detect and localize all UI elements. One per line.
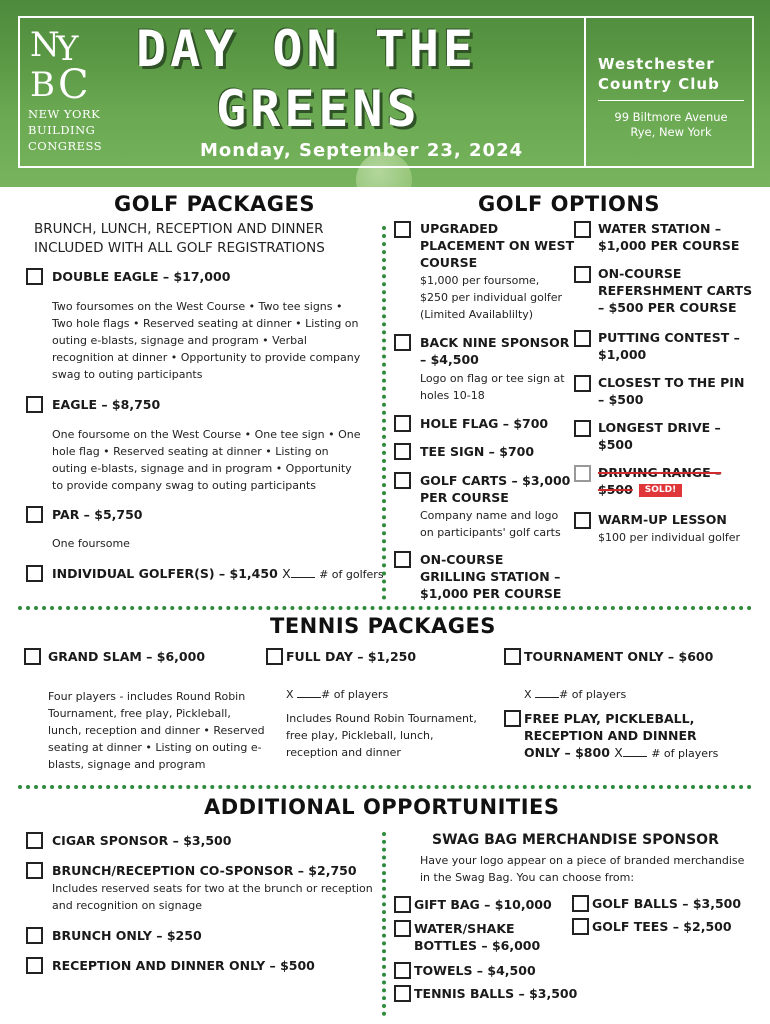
upgraded-line3: COURSE — [420, 255, 478, 270]
longest-drive-line2: $500 — [598, 437, 633, 452]
section-divider-additional — [18, 785, 752, 789]
swag-bag-desc — [420, 852, 744, 886]
gift-bag-label: GIFT BAG – $10,000 — [414, 897, 552, 912]
towels-label: TOWELS – $4,500 — [414, 963, 536, 978]
hole-flag-checkbox[interactable] — [394, 415, 411, 432]
water-shake-label — [414, 920, 540, 954]
upgraded-line2: PLACEMENT ON WEST — [420, 238, 575, 253]
back-nine-checkbox[interactable] — [394, 334, 411, 351]
back-nine-desc — [420, 370, 565, 404]
par-checkbox[interactable] — [26, 506, 43, 523]
upgraded-desc1: $1,000 per foursome, — [420, 274, 540, 287]
section-divider-tennis — [18, 606, 752, 610]
golf-divider-vertical — [382, 226, 386, 600]
water-shake-checkbox[interactable] — [394, 920, 411, 937]
individual-golfer-label: INDIVIDUAL GOLFER(S) – $1,450 — [52, 566, 278, 581]
additional-title: ADDITIONAL OPPORTUNITIES — [204, 795, 560, 819]
golf-carts-label — [420, 472, 570, 506]
refreshment-line3: – $500 PER COURSE — [598, 300, 737, 315]
free-play-line1: FREE PLAY, PICKLEBALL, — [524, 711, 695, 726]
back-nine-desc2: holes 10-18 — [420, 389, 485, 402]
individual-golfer-row — [52, 565, 384, 583]
eagle-checkbox[interactable] — [26, 396, 43, 413]
closest-pin-label — [598, 374, 744, 408]
venue-name-line2: Country Club — [598, 75, 720, 93]
reception-dinner-label: RECEPTION AND DINNER ONLY – $500 — [52, 958, 315, 973]
refreshment-line2: REFERSHMENT CARTS — [598, 283, 753, 298]
golf-carts-line2: PER COURSE — [420, 490, 509, 505]
longest-drive-checkbox[interactable] — [574, 420, 591, 437]
hole-flag-label: HOLE FLAG – $700 — [420, 416, 549, 431]
longest-drive-line1: LONGEST DRIVE – — [598, 420, 721, 435]
refreshment-carts-checkbox[interactable] — [574, 266, 591, 283]
golf-packages-intro — [34, 220, 325, 258]
tournament-players-suffix: # of players — [559, 688, 627, 701]
golf-balls-checkbox[interactable] — [572, 895, 589, 912]
grilling-station-label — [420, 551, 561, 602]
water-station-checkbox[interactable] — [574, 221, 591, 238]
individual-golfer-checkbox[interactable] — [26, 565, 43, 582]
free-play-checkbox[interactable] — [504, 710, 521, 727]
double-eagle-label: DOUBLE EAGLE – $17,000 — [52, 269, 231, 284]
individual-golfer-suffix: # of golfers — [319, 568, 384, 581]
full-day-desc: Includes Round Robin Tournament, free play, Pickleball, lunch, reception and dinner — [286, 712, 477, 759]
logo-line: BUILDING — [28, 123, 96, 137]
swag-bag-title: SWAG BAG MERCHANDISE SPONSOR — [432, 832, 719, 848]
refreshment-line1: ON-COURSE — [598, 266, 682, 281]
brunch-desc1: Includes reserved seats for two at the brunch or reception — [52, 882, 373, 895]
address-line1: 99 Biltmore Avenue — [614, 110, 728, 124]
free-play-line2: RECEPTION AND DINNER — [524, 728, 697, 743]
event-title-line1: DAY ON THE — [136, 20, 478, 78]
upgraded-desc3: (Limited Availablilty) — [420, 308, 534, 321]
golf-carts-desc2: on participants' golf carts — [420, 526, 561, 539]
putting-line1: PUTTING CONTEST – — [598, 330, 740, 345]
water-station-line1: WATER STATION – — [598, 221, 722, 236]
upgraded-placement-checkbox[interactable] — [394, 221, 411, 238]
logo-wordmark — [28, 106, 102, 154]
water-station-label — [598, 220, 739, 254]
event-header — [0, 0, 770, 187]
svg-text:C: C — [58, 62, 89, 102]
svg-text:Y: Y — [56, 29, 79, 69]
tournament-only-label: TOURNAMENT ONLY – $600 — [524, 649, 714, 664]
golf-balls-label: GOLF BALLS – $3,500 — [592, 896, 742, 911]
tennis-packages-title: TENNIS PACKAGES — [270, 614, 496, 638]
double-eagle-desc: Two foursomes on the West Course • Two tee signs • Two hole flags • Reserved seating at dinner • Listing on outing e-blasts, signage and program • Verbal recognition at dinner • Opportunity to provide company swag to outing participants — [52, 300, 361, 381]
golf-carts-desc — [420, 507, 561, 541]
par-label: PAR – $5,750 — [52, 507, 143, 522]
upgraded-placement-label — [420, 220, 574, 271]
venue-divider — [598, 100, 744, 101]
grand-slam-desc: Four players - includes Round Robin Tournament, free play, Pickleball, lunch, reception and dinner • Reserved seating at dinner • Listing on outing e-blasts, signage and program — [48, 690, 265, 771]
warm-up-lesson-desc: $100 per individual golfer — [598, 531, 741, 544]
water-station-line2: $1,000 PER COURSE — [598, 238, 740, 253]
grilling-line2: GRILLING STATION – — [420, 569, 561, 584]
towels-checkbox[interactable] — [394, 962, 411, 979]
venue-box — [584, 18, 754, 166]
back-nine-line1: BACK NINE SPONSOR — [420, 335, 570, 350]
grilling-station-checkbox[interactable] — [394, 551, 411, 568]
address-line2: Rye, New York — [630, 125, 712, 139]
brunch-reception-desc — [52, 880, 373, 914]
tournament-count-field[interactable] — [535, 687, 559, 698]
cigar-sponsor-checkbox[interactable] — [26, 832, 43, 849]
warm-up-lesson-checkbox[interactable] — [574, 512, 591, 529]
closest-pin-line2: – $500 — [598, 392, 644, 407]
golf-options-title: GOLF OPTIONS — [478, 192, 661, 216]
brunch-reception-label: BRUNCH/RECEPTION CO-SPONSOR – $2,750 — [52, 863, 357, 878]
golf-carts-checkbox[interactable] — [394, 472, 411, 489]
intro-line1: BRUNCH, LUNCH, RECEPTION AND DINNER — [34, 221, 324, 237]
venue-name — [598, 54, 720, 94]
svg-text:B: B — [30, 65, 55, 102]
back-nine-label — [420, 334, 569, 368]
event-title-line2: GREENS — [216, 80, 421, 138]
back-nine-line2: – $4,500 — [420, 352, 479, 367]
full-day-count-field[interactable] — [297, 687, 321, 698]
eagle-desc: One foursome on the West Course • One tee sign • One hole flag • Reserved seating at dinner • Listing on outing e-blasts, signage and in program • Opportunity to provide company swag to outing participants — [52, 428, 361, 492]
driving-range-label — [598, 464, 721, 498]
warm-up-lesson-label: WARM-UP LESSON — [598, 512, 727, 527]
cigar-sponsor-label: CIGAR SPONSOR – $3,500 — [52, 833, 232, 848]
driving-range-line2: $500 — [598, 482, 633, 497]
tournament-x: X — [524, 688, 532, 701]
venue-name-line1: Westchester — [598, 55, 715, 73]
tournament-only-checkbox[interactable] — [504, 648, 521, 665]
upgraded-line1: UPGRADED — [420, 221, 499, 236]
golf-carts-line1: GOLF CARTS – $3,000 — [420, 473, 571, 488]
free-play-label — [524, 710, 718, 762]
swag-desc2: in the Swag Bag. You can choose from: — [420, 871, 635, 884]
free-play-players-suffix: # of players — [651, 747, 719, 760]
driving-range-checkbox — [574, 465, 591, 482]
grilling-line3: $1,000 PER COURSE — [420, 586, 562, 601]
golf-carts-desc1: Company name and logo — [420, 509, 559, 522]
grand-slam-checkbox[interactable] — [24, 648, 41, 665]
swag-desc1: Have your logo appear on a piece of branded merchandise — [420, 854, 745, 867]
free-play-line3: ONLY – $800 — [524, 745, 610, 760]
full-day-players — [286, 686, 388, 703]
full-day-x: X — [286, 688, 294, 701]
svg-text:N: N — [30, 25, 60, 65]
golfer-count-field[interactable] — [291, 567, 315, 578]
water-shake-line1: WATER/SHAKE — [414, 921, 515, 936]
tennis-balls-checkbox[interactable] — [394, 985, 411, 1002]
event-date: Monday, September 23, 2024 — [200, 140, 524, 161]
golf-packages-title: GOLF PACKAGES — [114, 192, 315, 216]
full-day-checkbox[interactable] — [266, 648, 283, 665]
brunch-only-label: BRUNCH ONLY – $250 — [52, 928, 202, 943]
reception-dinner-checkbox[interactable] — [26, 957, 43, 974]
tournament-only-players — [524, 686, 626, 703]
refreshment-carts-label — [598, 265, 752, 316]
free-play-x: X — [614, 745, 623, 760]
upgraded-desc2: $250 per individual golfer — [420, 291, 563, 304]
additional-divider-vertical — [382, 832, 386, 1016]
intro-line2: INCLUDED WITH ALL GOLF REGISTRATIONS — [34, 240, 325, 256]
logo-line: CONGRESS — [28, 139, 103, 153]
individual-golfer-x: X — [282, 566, 291, 581]
par-desc: One foursome — [52, 537, 130, 550]
nybc-logo-icon — [28, 22, 108, 102]
closest-pin-line1: CLOSEST TO THE PIN — [598, 375, 745, 390]
back-nine-desc1: Logo on flag or tee sign at — [420, 372, 565, 385]
free-play-count-field[interactable] — [623, 746, 647, 757]
putting-contest-label — [598, 329, 740, 363]
gift-bag-checkbox[interactable] — [394, 896, 411, 913]
longest-drive-label — [598, 419, 721, 453]
venue-address — [598, 110, 744, 140]
golf-tees-checkbox[interactable] — [572, 918, 589, 935]
eagle-label: EAGLE – $8,750 — [52, 397, 161, 412]
full-day-players-suffix: # of players — [321, 688, 389, 701]
brunch-only-checkbox[interactable] — [26, 927, 43, 944]
tennis-balls-label: TENNIS BALLS – $3,500 — [414, 986, 578, 1001]
brunch-desc2: and recognition on signage — [52, 899, 203, 912]
sold-badge: SOLD! — [639, 484, 682, 497]
full-day-label: FULL DAY – $1,250 — [286, 649, 417, 664]
upgraded-placement-desc — [420, 272, 562, 323]
putting-contest-checkbox[interactable] — [574, 330, 591, 347]
closest-pin-checkbox[interactable] — [574, 375, 591, 392]
logo-line: NEW YORK — [28, 107, 101, 121]
water-shake-line2: BOTTLES – $6,000 — [414, 938, 541, 953]
grand-slam-label: GRAND SLAM – $6,000 — [48, 649, 206, 664]
double-eagle-checkbox[interactable] — [26, 268, 43, 285]
tee-sign-checkbox[interactable] — [394, 443, 411, 460]
golf-tees-label: GOLF TEES – $2,500 — [592, 919, 732, 934]
brunch-reception-checkbox[interactable] — [26, 862, 43, 879]
putting-line2: $1,000 — [598, 347, 647, 362]
tee-sign-label: TEE SIGN – $700 — [420, 444, 535, 459]
driving-range-line1: DRIVING RANGE – — [598, 465, 722, 480]
grilling-line1: ON-COURSE — [420, 552, 504, 567]
